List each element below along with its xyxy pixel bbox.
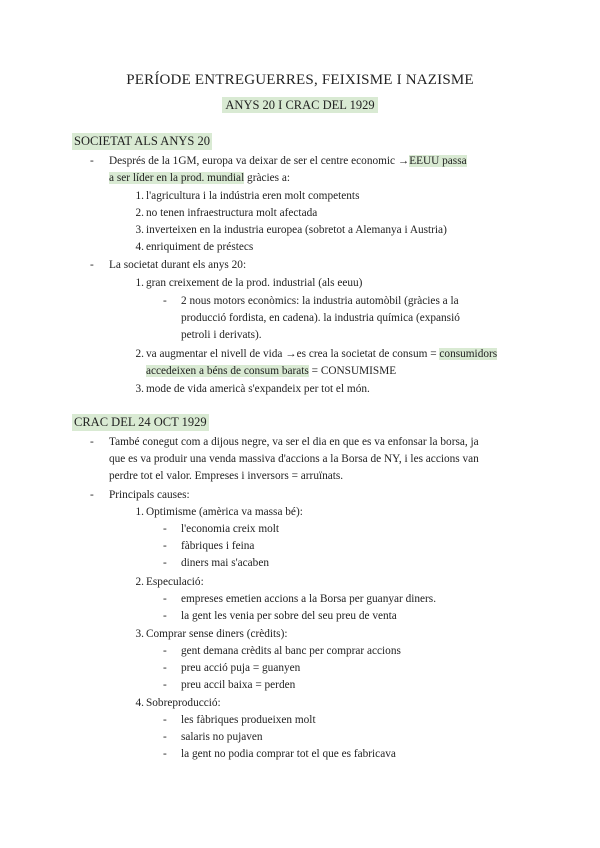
list-number: 3.	[135, 383, 144, 395]
highlight-text: consumidors	[439, 348, 498, 360]
list-item: gran creixement de la prod. industrial (als eeuu)	[146, 277, 363, 289]
sub-bullet-text: la gent les venia per sobre del seu preu de venta	[181, 610, 397, 622]
list-number: 4.	[135, 241, 144, 253]
list-item: l'agricultura i la indústria eren molt competents	[146, 190, 360, 202]
sub-bullet-text: diners mai s'acaben	[181, 557, 269, 569]
bullet-text	[109, 153, 467, 169]
sub-bullet-dash: -	[163, 610, 167, 622]
sub-bullet-text: empreses emetien accions a la Borsa per guanyar diners.	[181, 593, 437, 605]
bullet-text-part: Després de la 1GM, europa va deixar de ser el centre economic	[109, 155, 398, 167]
paragraph-line: També conegut com a dijous negre, va ser el dia en que es va enfonsar la borsa, ja	[109, 436, 479, 448]
list-number: 1.	[135, 506, 144, 518]
section-heading-crac: CRAC DEL 24 OCT 1929	[74, 415, 207, 429]
sub-bullet-text: fàbriques i feina	[181, 540, 255, 552]
cause-label: Comprar sense diners (crèdits):	[146, 628, 288, 640]
list-item-part: = CONSUMISME	[308, 365, 397, 377]
sub-bullet-dash: -	[163, 679, 167, 691]
list-number: 1.	[135, 277, 144, 289]
list-item	[146, 346, 497, 362]
sub-bullet-text: les fàbriques produeixen molt	[181, 714, 316, 726]
highlight-text: accedeixen a béns de consum barats	[146, 365, 309, 377]
sub-bullet-dash: -	[163, 540, 167, 552]
sub-bullet-dash: -	[163, 523, 167, 535]
list-item-part: va augmentar el nivell de vida	[146, 348, 286, 360]
cause-label: Optimisme (amèrica va massa bé):	[146, 506, 303, 518]
sub-bullet-dash: -	[163, 748, 167, 760]
paragraph-line: que es va produir una venda massiva d'accions a la Borsa de NY, i les accions van	[109, 453, 479, 465]
sub-bullet-dash: -	[163, 557, 167, 569]
bullet-dash: -	[90, 436, 94, 448]
list-number: 2.	[135, 207, 144, 219]
sub-bullet-text: la gent no podia comprar tot el que es fabricava	[181, 748, 396, 760]
highlight-text: a ser líder en la prod. mundial	[109, 172, 245, 184]
sub-bullet-text: producció fordista, en cadena). la industria química (expansió	[181, 312, 460, 324]
sub-bullet-text: l'economia creix molt	[181, 523, 280, 535]
bullet-text-cont	[109, 170, 290, 186]
list-number: 2.	[135, 576, 144, 588]
list-item: enriquiment de préstecs	[146, 241, 254, 253]
sub-bullet-text: salaris no pujaven	[181, 731, 263, 743]
sub-bullet-text: petroli i derivats).	[181, 329, 262, 341]
cause-label: Especulació:	[146, 576, 204, 588]
bullet-text: La societat durant els anys 20:	[109, 259, 247, 271]
section-heading-societat: SOCIETAT ALS ANYS 20	[74, 134, 210, 148]
bullet-text-part: gràcies a:	[244, 172, 291, 184]
list-number: 2.	[135, 348, 144, 360]
paragraph-line: perdre tot el valor. Empreses i inversors = arruïnats.	[109, 470, 344, 482]
list-item-part: es crea la societat de consum =	[296, 348, 440, 360]
sub-bullet-dash: -	[163, 645, 167, 657]
bullet-dash: -	[90, 155, 94, 167]
sub-bullet-text: gent demana crèdits al banc per comprar accions	[181, 645, 401, 657]
arrow-icon: →	[397, 155, 410, 167]
bullet-dash: -	[90, 259, 94, 271]
list-item: no tenen infraestructura molt afectada	[146, 207, 318, 219]
sub-bullet-dash: -	[163, 731, 167, 743]
sub-bullet-text: preu accil baixa = perden	[181, 679, 296, 691]
cause-label: Sobreproducció:	[146, 697, 221, 709]
arrow-icon: →	[285, 348, 297, 360]
list-number: 4.	[135, 697, 144, 709]
sub-bullet-dash: -	[163, 593, 167, 605]
sub-bullet-dash: -	[163, 714, 167, 726]
sub-bullet-dash: -	[163, 662, 167, 674]
highlight-text: EEUU passa	[409, 155, 467, 167]
list-item: inverteixen en la industria europea (sobretot a Alemanya i Austria)	[146, 224, 447, 236]
bullet-dash: -	[90, 489, 94, 501]
sub-bullet-dash: -	[163, 295, 167, 307]
sub-bullet-text: preu acció puja = guanyen	[181, 662, 301, 674]
document-title: PERÍODE ENTREGUERRES, FEIXISME I NAZISME	[126, 72, 474, 88]
list-item-cont	[146, 363, 396, 379]
sub-bullet-text: 2 nous motors econòmics: la industria automòbil (gràcies a la	[181, 295, 459, 307]
list-number: 1.	[135, 190, 144, 202]
bullet-text: Principals causes:	[109, 489, 190, 501]
list-item: mode de vida americà s'expandeix per tot el món.	[146, 383, 370, 395]
list-number: 3.	[135, 224, 144, 236]
subtitle-wrap	[0, 98, 600, 113]
list-number: 3.	[135, 628, 144, 640]
document-subtitle: ANYS 20 I CRAC DEL 1929	[222, 97, 377, 113]
